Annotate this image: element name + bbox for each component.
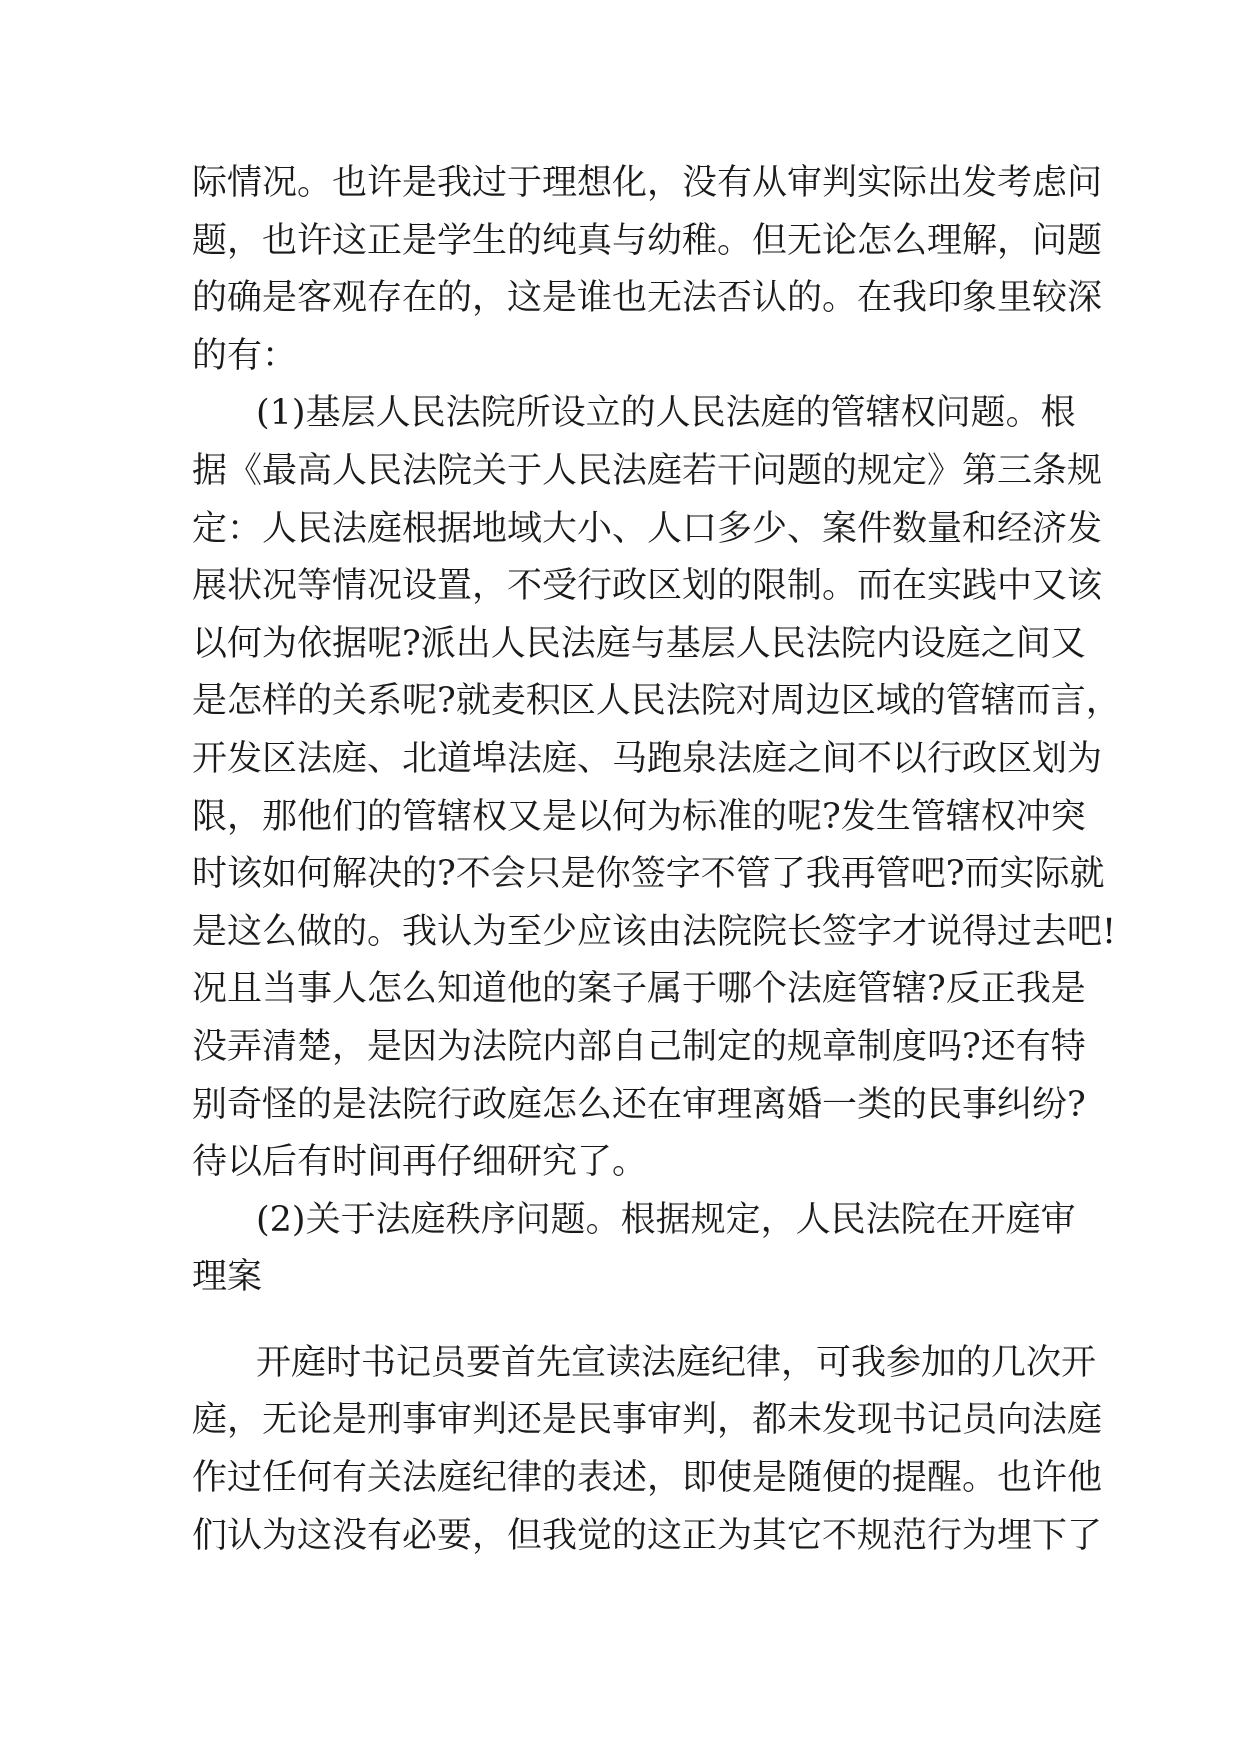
text-line: 们认为这没有必要，但我觉的这正为其它不规范行为埋下了 [192,1515,1103,1556]
text-line: 开庭时书记员要首先宣读法庭纪律，可我参加的几次开 [256,1342,1097,1383]
paragraph [192,1192,1076,1307]
text-line: 以何为依据呢?派出人民法庭与基层人民法院内设庭之间又 [192,623,1086,664]
text-line: 展状况等情况设置，不受行政区划的限制。而在实践中又该 [192,566,1103,607]
text-line: 作过任何有关法庭纪律的表述，即使是随便的提醒。也许他 [192,1458,1103,1499]
paragraph [192,385,1121,1191]
text-line: 理案 [192,1257,263,1298]
text-line: 题，也许这正是学生的纯真与幼稚。但无论怎么理解，问题 [192,220,1103,261]
text-line: 据《最高人民法院关于人民法庭若干问题的规定》第三条规 [192,450,1103,491]
text-line: 限，那他们的管辖权又是以何为标准的呢?发生管辖权冲突 [192,796,1086,837]
text-line: 是这么做的。我认为至少应该由法院院长签字才说得过去吧! [192,911,1117,952]
text-line: (1)基层人民法院所设立的人民法庭的管辖权问题。根 [256,393,1076,434]
text-line: 开发区法庭、北道埠法庭、马跑泉法庭之间不以行政区划为 [192,738,1103,779]
text-line: 是怎样的关系呢?就麦积区人民法院对周边区域的管辖而言， [192,681,1121,722]
text-line: 的确是客观存在的，这是谁也无法否认的。在我印象里较深 [192,278,1103,319]
text-line: 庭，无论是刑事审判还是民事审判，都未发现书记员向法庭 [192,1400,1103,1441]
text-line: 没弄清楚，是因为法院内部自己制定的规章制度吗?还有特 [192,1026,1086,1067]
text-line: 定：人民法庭根据地域大小、人口多少、案件数量和经济发 [192,508,1103,549]
paragraph [192,155,1103,385]
text-line: 别奇怪的是法院行政庭怎么还在审理离婚一类的民事纠纷? [192,1084,1086,1125]
body-text [192,155,1121,1565]
text-line: 的有： [192,335,298,376]
paragraph [192,1335,1103,1565]
paragraph-gap [192,1307,1072,1335]
text-line: 时该如何解决的?不会只是你签字不管了我再管吧?而实际就 [192,854,1105,895]
text-line: 待以后有时间再仔细研究了。 [192,1142,648,1183]
text-line: 际情况。也许是我过于理想化，没有从审判实际出发考虑问 [192,163,1103,203]
text-line: (2)关于法庭秩序问题。根据规定，人民法院在开庭审 [256,1199,1076,1240]
text-line: 况且当事人怎么知道他的案子属于哪个法庭管辖?反正我是 [192,969,1086,1010]
